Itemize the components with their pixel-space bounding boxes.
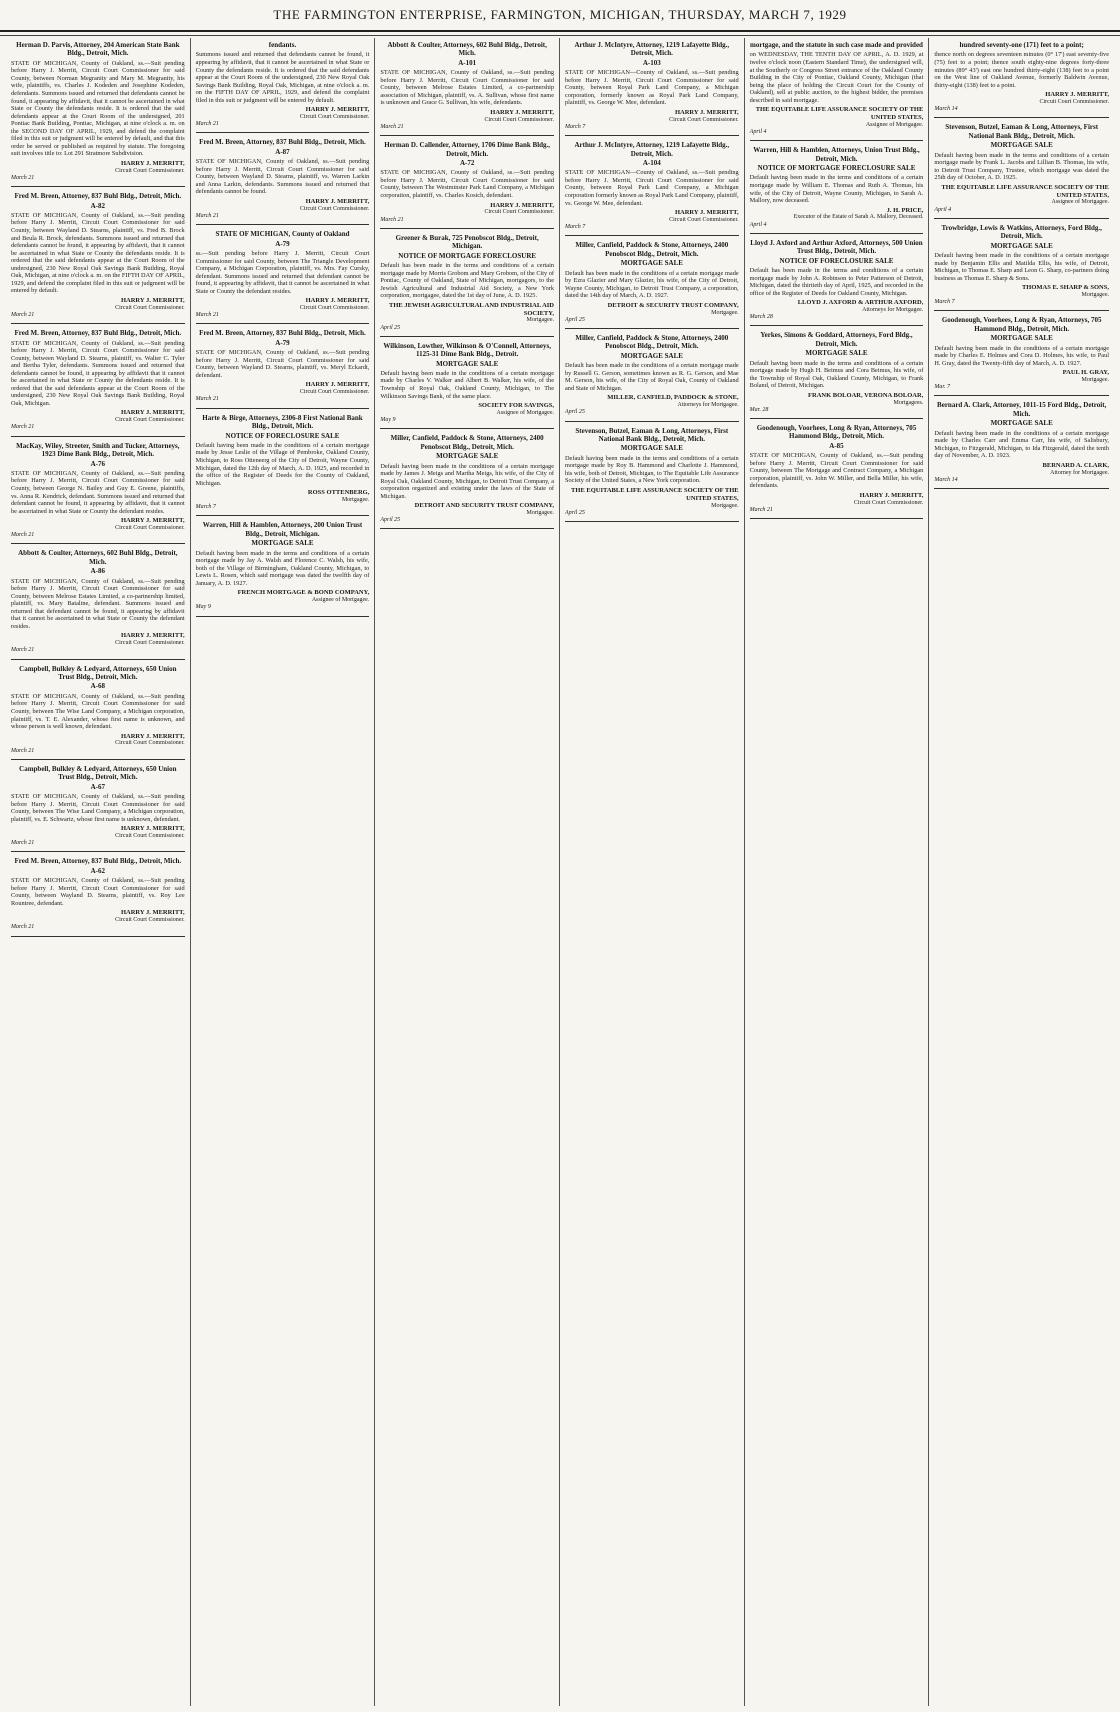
notice-signature-title: Circuit Court Commissioner. [115, 740, 185, 747]
notice-signature: DETROIT & SECURITY TRUST COMPANY, [607, 301, 739, 309]
notice-signature-title: Circuit Court Commissioner. [299, 114, 370, 121]
notice-signature-title: Circuit Court Commissioner. [115, 917, 185, 924]
notice-signature: DETROIT AND SECURITY TRUST COMPANY, [414, 502, 554, 510]
notice-date: May 9 [195, 604, 211, 611]
notice-date: April 4 [749, 129, 767, 136]
notice-signature-title: Circuit Court Commissioner. [669, 116, 739, 123]
notice-signature: HARRY J. MERRITT, [305, 381, 370, 389]
notice-header: Warren, Hill & Hamblen, Attorneys, 200 Union Trust Bldg., Detroit, Michigan. [202, 521, 363, 538]
notice-title: MORTGAGE SALE [436, 452, 499, 461]
notice-date: March 21 [11, 747, 35, 754]
column-6 [929, 38, 1114, 1706]
notice-title: MORTGAGE SALE [251, 539, 314, 548]
notice-header: MacKay, Wiley, Streeter, Smith and Tucker, Attorneys, 1923 Dime Bank Bldg., Detroit, Mich. [16, 441, 180, 459]
notice-signature-title: Mortgagees. [893, 399, 924, 406]
notice-date: March 21 [11, 647, 35, 654]
notice-header: Trowbridge, Lewis & Watkins, Attorneys, Ford Bldg., Detroit, Mich. [941, 223, 1102, 241]
notice-signature-title: Circuit Court Commissioner. [115, 417, 185, 424]
notice-date: March 21 [11, 424, 35, 431]
legal-notice [196, 135, 370, 225]
notice-title: A-103 [642, 58, 661, 67]
notice-date: March 21 [380, 123, 404, 130]
legal-notice [196, 38, 370, 133]
notice-signature-title: Executor of the Estate of Sarah A. Mallory, Deceased. [793, 214, 924, 221]
notice-body: Default has been made in the conditions of a certain mortgage made by Ezra Glazier and Mary Glazier, his wife, of the City of Detroit, Wayne County, Michigan, to Detroit Trust Company, a corporation, dated the 14th day of March, A. D. 1927. [565, 269, 739, 300]
notice-date: March 21 [749, 507, 773, 514]
notice-title: A-104 [642, 158, 661, 167]
masthead-rule [0, 35, 1120, 36]
notice-title: MORTGAGE SALE [436, 359, 499, 368]
legal-notice [11, 439, 185, 545]
notice-header: Fred M. Breen, Attorney, 837 Buhl Bldg., Detroit, Mich. [199, 138, 366, 147]
notice-date: April 25 [565, 409, 585, 416]
notice-date: April 4 [749, 221, 767, 228]
notice-date: March 7 [565, 224, 586, 231]
notice-signature: HARRY J. MERRITT, [490, 201, 554, 209]
notice-title: NOTICE OF MORTGAGE FORECLOSURE SALE [757, 164, 916, 173]
notice-date: Mar. 28 [749, 406, 769, 413]
legal-notice [750, 143, 924, 234]
notice-signature: HARRY J. MERRITT, [305, 106, 370, 114]
notice-signature-title: Circuit Court Commissioner. [853, 499, 924, 506]
notice-signature-title: Circuit Court Commissioner. [115, 167, 185, 174]
column-4 [560, 38, 745, 1706]
notice-body: Default has been made in the terms and conditions of a certain mortgage made by John A. Robinson to Peter Patterson of Detroit, Michigan, dated the thirtieth day of April, 1925, and recorded in the office of the Register of Deeds for Oakland County, Michigan. [749, 267, 924, 297]
notice-body: Default having been made in the terms and conditions of a certain mortgage made by Hugh H. Beimus and Cora Beimus, his wife, of the Township of Royal Oak, Oakland County, Michigan, to Frank Boland, of Detroit, Michigan. [749, 359, 924, 390]
notice-body: Default having been made in the conditions of a certain mortgage made by Charles E. Holmes and Cora D. Holmes, his wife, to Paul H. Gray, dated the Twenty-fifth day of March, A. D. 1927. [934, 344, 1109, 367]
notice-signature-title: Circuit Court Commissioner. [115, 640, 185, 647]
notice-body: STATE OF MICHIGAN, County of Oakland, ss.—Suit pending before Harry J. Merritt, Circuit Court Commissioner for said County, between Norman Megranity and Mary M. Megranity, his wife, plaintiffs, vs. Charles J. Kodeden and Josephine Kodeden, defendants. Summons issued and returned that defendants cannot be found, it appearing by affidavit, that it cannot be ascertained in what State or County the defendants reside. It is ordered that the said defendants appear at the Court Room of the undersigned, 201 Pontiac Bank Building, Pontiac, Michigan, at nine o'clock a. m. on the SECOND DAY OF APRIL, 1929, and defend the complaint filed in this suit or judgment will be entered by default, and that this order be served or published as required by statute. The foregoing suit involves title to: Lot 291 Stratmore Subdivision. [11, 59, 185, 158]
masthead [0, 0, 1120, 32]
notice-date: March 14 [934, 106, 958, 113]
notice-header: Abbott & Coulter, Attorneys, 602 Buhl Bldg., Detroit, Mich. [18, 549, 178, 566]
notice-title: A-86 [90, 567, 106, 576]
notice-header: Greener & Burak, 725 Penobscot Bldg., Detroit, Michigan. [395, 233, 539, 251]
legal-notice [380, 231, 554, 337]
notice-header: Campbell, Bulkley & Ledyard, Attorneys, 650 Union Trust Bldg., Detroit, Mich. [19, 764, 177, 782]
notice-title: A-72 [459, 158, 475, 167]
notice-signature: HARRY J. MERRITT, [120, 409, 185, 417]
notice-signature: THE JEWISH AGRICULTURAL AND INDUSTRIAL AID SOCIETY, [388, 301, 554, 317]
legal-notice [750, 236, 924, 327]
notice-date: April 25 [380, 324, 401, 331]
notice-date: March 21 [11, 840, 35, 847]
legal-notice [11, 662, 185, 760]
masthead-text: THE FARMINGTON ENTERPRISE, FARMINGTON, MICHIGAN, THURSDAY, MARCH 7, 1929 [273, 7, 847, 22]
notice-signature-title: Attorneys for Mortgagee. [677, 402, 739, 409]
notice-header: Campbell, Bulkley & Ledyard, Attorneys, 650 Union Trust Bldg., Detroit, Mich. [19, 664, 177, 682]
notice-body: STATE OF MICHIGAN, County of Oakland, ss.—Suit pending before Harry J. Merritt, Circuit Court Commissioner for said County, between Wayland D. Stearns, plaintiff, vs. Fred B. Brock and Beula R. Brock, defendants. Summons issued and returned that defendants cannot be found, it appearing by affidavit, that it cannot be ascertained in what State or County the defendants reside. It is ordered that the said defendants appear at the Court Room of the undersigned, 230 New Royal Oak Savings Bank Building, Royal Oak, Michigan, at nine o'clock a. m. on the FIFTH DAY OF APRIL, 1929, and defend the complaint filed in this suit or judgment will be entered by default. [11, 211, 185, 295]
notice-signature-title: Circuit Court Commissioner. [484, 209, 554, 216]
notice-signature: HARRY J. MERRITT, [120, 732, 185, 740]
legal-notice [380, 431, 554, 529]
notice-signature-title: Circuit Court Commissioner. [669, 216, 739, 223]
legal-notice [196, 518, 370, 616]
notice-signature: PAUL H. GRAY, [1062, 369, 1109, 377]
notice-date: March 21 [195, 312, 219, 319]
legal-notice [750, 328, 924, 419]
notice-signature: HARRY J. MERRITT, [120, 825, 185, 833]
column-2 [191, 38, 376, 1706]
notice-signature: HARRY J. MERRITT, [674, 209, 739, 217]
notice-title: A-87 [275, 147, 290, 156]
notice-title: NOTICE OF FORECLOSURE SALE [225, 431, 340, 440]
notice-header: Miller, Canfield, Paddock & Stone, Attorneys, 2400 Penobscot Bldg., Detroit, Mich. [390, 434, 544, 451]
notice-signature: HARRY J. MERRITT, [120, 909, 185, 917]
column-5 [745, 38, 930, 1706]
notice-signature-title: Circuit Court Commissioner. [299, 205, 370, 212]
notice-signature: HARRY J. MERRITT, [120, 517, 185, 525]
notice-signature-title: Mortgagee. [711, 502, 739, 509]
notice-body: STATE OF MICHIGAN, County of Oakland, ss.—Suit pending before Harry J. Merritt, Circuit Court Commissioner for said County, between The Wise Land Company, a Michigan corporation, plaintiff, vs. T. E. Alexander, whose first name is unknown, and whose person is well known, defendant. [11, 692, 185, 731]
notice-signature-title: Circuit Court Commissioner. [115, 524, 185, 531]
notice-body: STATE OF MICHIGAN, County of Oakland, ss.—Suit pending before Harry J. Merritt, Circuit Court Commissioner for said County, between Melrose Estates Limited, a co-partnership association of Michigan, plaintiff, vs. A. Sullivan, whose first name is unknown and Grace G. Sullivan, his wife, defendants. [380, 69, 554, 107]
legal-notice [11, 762, 185, 853]
notice-body: STATE OF MICHIGAN, County of Oakland, ss.—Suit pending before Harry J. Merritt, Circuit Court Commissioner for said County, between Wayland D. Stearns, plaintiff, vs. Meryl Eckardt, defendant. [195, 349, 370, 379]
notice-date: March 21 [380, 216, 404, 223]
notice-signature: LLOYD J. AXFORD & ARTHUR AXFORD, [797, 299, 924, 307]
notice-signature-title: Attorney for Mortgagee. [1050, 469, 1109, 476]
notice-signature-title: Mortgagee. [526, 510, 554, 517]
notice-header: fendants. [268, 41, 297, 49]
notice-body: STATE OF MICHIGAN, County of Oakland, ss.—Suit pending before Harry J. Merritt, Circuit Court Commissioner for said County, between George N. Bailey and Guy E. Greene, plaintiffs, vs. Anna R. Kendrick, defendant. Summons issued and returned that defendant cannot be found, it appearing by affidavit, that it cannot be ascertained in what State or County the defendant resides. [11, 469, 185, 515]
notice-header: Herman D. Callender, Attorney, 1706 Dime Bank Bldg., Detroit, Mich. [384, 141, 551, 158]
legal-notice [196, 411, 370, 517]
notice-body: STATE OF MICHIGAN—County of Oakland, ss.—Suit pending before Harry J. Merritt, Circuit Court Commissioner for said County, between Royal Park Land Company, a Michigan corporation formerly known as Royal Park Land Company, plaintiff, vs. George W. Mee, defendant. [565, 169, 739, 207]
notice-header: Fred M. Breen, Attorney, 837 Buhl Bldg., Detroit, Mich. [14, 329, 182, 338]
notice-title: NOTICE OF FORECLOSURE SALE [779, 256, 894, 265]
notice-signature-title: Mortgagee. [341, 496, 370, 503]
notice-header: Arthur J. McIntyre, Attorney, 1219 Lafayette Bldg., Detroit, Mich. [574, 141, 730, 158]
notice-body: STATE OF MICHIGAN, County of Oakland, ss.—Suit pending before Harry J. Merritt, Circuit Court Commissioner for said County, between Wayland D. Stearns, plaintiff, vs. Walter C. Tyler and Bertha Tyler, defendants. Summons issued and returned that defendants cannot be found, it appearing by affidavit that it cannot be ascertained in what State or County the defendants reside. It is ordered that the said defendants appear at the Court Room of the undersigned, 230 New Royal Oak Savings Bank Building, Royal Oak, Michigan. [11, 339, 185, 407]
notice-date: March 14 [934, 476, 958, 483]
notice-header: Fred M. Breen, Attorney, 837 Buhl Bldg., Detroit, Mich. [14, 192, 182, 201]
notice-body: Default having been made in the conditions of a certain mortgage made by Charles V. Walker and Albert B. Walker, his wife, of the Township of Royal Oak, Oakland County, Michigan, to The Wilkinson Savings Bank, of the same place. [380, 369, 554, 400]
notice-title: A-101 [458, 58, 477, 67]
notice-header: Arthur J. McIntyre, Attorney, 1219 Lafayette Bldg., Detroit, Mich. [574, 41, 730, 58]
legal-notice [11, 546, 185, 659]
notice-header: Fred M. Breen, Attorney, 837 Buhl Bldg., Detroit, Mich. [199, 329, 366, 338]
notice-body: Default having been made in the terms and conditions of a certain mortgage made by Roy B. Hammond and Charlotte J. Hammond, his wife, both of Detroit, Michigan, to The Equitable Life Assurance Society of the United States, a New York corporation. [565, 454, 739, 485]
notice-signature: HARRY J. MERRITT, [859, 492, 924, 500]
notice-body: Default having been made in the terms and conditions of a certain mortgage made by Jay A. Walsh and Florence C. Walsh, his wife, both of the Village of Birmingham, Oakland County, Michigan, to Lewis L. Rosen, which said mortgage was dated the twelfth day of January, A. D. 1927. [195, 549, 370, 587]
notice-signature: SOCIETY FOR SAVINGS, [478, 402, 554, 410]
notice-header: Stevenson, Butzel, Eaman & Long, Attorneys, First National Bank Bldg., Detroit, Mich. [575, 426, 729, 443]
notice-body: STATE OF MICHIGAN—County of Oakland, ss.—Suit pending before Harry J. Merritt, Circuit Court Commissioner for said County, between Royal Park Land Company, a Michigan corporation, formerly known as Royal Park Land Company, plaintiff, vs. George W. Mee, defendant. [565, 69, 739, 107]
notice-title: A-67 [90, 782, 106, 791]
notice-signature: THE EQUITABLE LIFE ASSURANCE SOCIETY OF THE UNITED STATES, [941, 183, 1109, 199]
notice-signature-title: Circuit Court Commissioner. [299, 305, 370, 312]
notice-signature: HARRY J. MERRITT, [305, 197, 370, 205]
notice-title: A-85 [829, 441, 844, 450]
notice-date: March 7 [565, 123, 586, 130]
notice-header: Herman D. Parvis, Attorney, 204 American State Bank Bldg., Detroit, Mich. [16, 41, 180, 58]
column-3 [375, 38, 560, 1706]
legal-notice [565, 331, 739, 422]
legal-notice [750, 421, 924, 519]
notice-date: March 28 [749, 314, 773, 321]
legal-notice [565, 238, 739, 329]
notice-body: ss.—Suit pending before Harry J. Merritt, Circuit Court Commissioner for said County, between The Triangle Development Company, a Michigan Corporation, plaintiff, vs. Mrs. Fay Cursky, defendant. Summons issued and returned that defendant cannot be found, it appearing by affidavit, that it cannot be ascertained in what State or County the defendant resides. [195, 250, 370, 295]
notice-body: Default having been made in the terms and conditions of a certain mortgage made by William E. Thomas and Ruth A. Thomas, his wife, of the City of Detroit, Wayne County, Michigan, to Sarah A. Mallory, now deceased. [749, 174, 924, 205]
legal-notice [11, 854, 185, 936]
notice-signature-title: Circuit Court Commissioner. [484, 116, 554, 123]
column-1 [6, 38, 191, 1706]
notice-signature: BERNARD A. CLARK, [1042, 461, 1109, 469]
notice-date: May 9 [380, 417, 396, 424]
notice-header: mortgage, and the statute in such case made and provided [750, 41, 923, 49]
legal-notice [565, 138, 739, 236]
notice-body: STATE OF MICHIGAN, County of Oakland, ss.—Suit pending before Harry J. Merritt, Circuit Court Commissioner for said County, between Melrose Estates Limited, a co-partnership limited, plaintiff, vs. Mary Bataline, defendant. Summons issued and returned that defendant cannot be found, it appearing by affidavit that it cannot be ascertained in what State or County the defendant resides. [11, 577, 185, 630]
notice-title: NOTICE OF MORTGAGE FORECLOSURE [398, 251, 537, 260]
notice-header: Wilkinson, Lowther, Wilkinson & O'Connell, Attorneys, 1125-31 Dime Bank Bldg., Detroit. [383, 341, 551, 359]
legal-notice [750, 38, 924, 141]
notice-signature: HARRY J. MERRITT, [1045, 91, 1109, 99]
notice-header: Fred M. Breen, Attorney, 837 Buhl Bldg., Detroit, Mich. [14, 857, 182, 866]
notice-body: STATE OF MICHIGAN, County of Oakland, ss.—Suit pending before Harry J. Merritt, Circuit Court Commissioner for said County, between The Westminster Park Land Company, a Michigan corporation, plaintiff, vs. Charles Kosich, defendant. [380, 169, 554, 200]
notice-signature: HARRY J. MERRITT, [490, 108, 554, 116]
notice-signature-title: Circuit Court Commissioner. [1039, 98, 1109, 105]
legal-notice [11, 189, 185, 324]
notice-date: March 21 [195, 212, 219, 219]
notice-header: Yerkes, Simons & Goddard, Attorneys, Ford Bldg., Detroit, Mich. [760, 331, 913, 348]
notice-header: Abbott & Coulter, Attorneys, 602 Buhl Bldg., Detroit, Mich. [387, 41, 547, 58]
notice-date: Mar. 7 [934, 384, 950, 391]
legal-notice [934, 398, 1109, 489]
notice-date: March 21 [195, 121, 219, 128]
notice-header: Lloyd J. Axford and Arthur Axford, Attorneys, 500 Union Trust Bldg., Detroit, Mich. [750, 238, 923, 256]
notice-date: April 25 [380, 517, 401, 524]
notice-body: STATE OF MICHIGAN, County of Oakland, ss.—Suit pending before Harry J. Merritt, Circuit Court Commissioner for said County, between Wayland D. Stearns, plaintiff, vs. Roy Lee Rountree, defendant. [11, 877, 185, 907]
notice-signature-title: Assignee of Mortgagee. [1051, 199, 1109, 206]
notice-date: April 25 [565, 509, 585, 516]
legal-notices-columns [6, 38, 1114, 1706]
notice-date: March 21 [11, 174, 35, 181]
notice-date: April 4 [934, 206, 952, 213]
notice-title: A-82 [90, 201, 106, 210]
notice-date: April 25 [565, 316, 585, 323]
notice-header: Stevenson, Butzel, Eaman & Long, Attorneys, First National Bank Bldg., Detroit, Mich. [945, 123, 1099, 140]
notice-body: Default having been made in the conditions of a certain mortgage made by Jesse Leslie of the Village of Pembroke, Oakland County, Michigan, to Ross Otteneerg of the City of Detroit, Wayne County, Michigan, dated the 12th day of March, A. D. 1925, and recorded in the office of the Register of Deeds for the County of Oakland, Michigan. [195, 441, 370, 487]
notice-signature: THE EQUITABLE LIFE ASSURANCE SOCIETY OF THE UNITED STATES, [571, 486, 739, 502]
legal-notice [380, 339, 554, 430]
legal-notice [11, 38, 185, 187]
notice-header: STATE OF MICHIGAN, County of Oakland [215, 230, 350, 239]
notice-signature: THOMAS E. SHARP & SONS, [1021, 284, 1109, 292]
notice-signature-title: Assignee of Mortgagee. [865, 121, 924, 128]
legal-notice [380, 138, 554, 229]
notice-title: MORTGAGE SALE [990, 141, 1053, 150]
notice-header: hundred seventy-one (171) feet to a point; [959, 41, 1084, 49]
notice-body: Default having been made in the terms and conditions of a certain mortgage made by Frank L. Jacobs and Lillian B. Thomas, his wife, to Detroit Trust Company, Trustee, which mortgage was dated the 25th day of October, A. D. 1925. [934, 151, 1109, 182]
notice-title: MORTGAGE SALE [620, 351, 683, 360]
notice-signature: FRANK BOLOAR, VERONA BOLOAR, [808, 391, 924, 399]
notice-body: on WEDNESDAY, THE TENTH DAY OF APRIL, A. D. 1929, at twelve o'clock noon (Eastern Standard Time), the undersigned will, at the Southerly or Congress Street entrance of the Oakland County Building in the City of Pontiac, Oakland County, Michigan (that being the place of holding the Circuit Court for the County of Oakland), sell at public auction, to the highest bidder, the premises described in said mortgage. [749, 51, 924, 104]
notice-title: A-76 [90, 459, 106, 468]
notice-header: Harte & Birge, Attorneys, 2306-8 First National Bank Bldg., Detroit, Mich. [202, 413, 363, 431]
notice-signature-title: Assignee of Mortgagee. [311, 597, 370, 604]
notice-date: March 7 [195, 504, 216, 511]
notice-date: March 21 [11, 311, 35, 318]
legal-notice [934, 38, 1109, 118]
notice-title: MORTGAGE SALE [620, 259, 683, 268]
notice-body: Default having been made in the conditions of a certain mortgage made by Benjamin Ellis and Matilda Ellis, his wife, of Detroit, Michigan, to Thomas E. Sharp and Leon G. Sharp, co-partners doing business as Thomas E. Sharp & Sons. [934, 251, 1109, 282]
legal-notice [565, 424, 739, 522]
legal-notice [196, 227, 370, 324]
notice-signature: HARRY J. MERRITT, [120, 296, 185, 304]
notice-body: STATE OF MICHIGAN, County of Oakland, ss.—Suit pending before Harry J. Merritt, Circuit Court Commissioner for said County, between The Wise Land Company, a Michigan corporation, plaintiff, vs. E. Schwartz, whose first name is unknown, defendant. [11, 793, 185, 823]
notice-date: March 21 [11, 924, 35, 931]
notice-title: A-68 [90, 682, 106, 691]
notice-title: MORTGAGE SALE [620, 444, 683, 453]
notice-date: March 21 [11, 532, 35, 539]
legal-notice [11, 326, 185, 437]
notice-title: MORTGAGE SALE [990, 419, 1053, 428]
notice-signature: HARRY J. MERRITT, [305, 297, 370, 305]
notice-title: MORTGAGE SALE [990, 334, 1053, 343]
notice-signature: MILLER, CANFIELD, PADDOCK & STONE, [607, 394, 739, 402]
notice-body: thence north on degrees seventeen minutes (0° 17') east seventy-five (75) feet to a point; thence south eighty-nine degrees forty-three minutes (89° 43') east one hundred thirty-eight (138) feet to a point on the West line of Oakland Avenue, formerly Baldwin Avenue, thirty-eight (138) feet to a point. [934, 51, 1109, 89]
notice-signature: HARRY J. MERRITT, [120, 632, 185, 640]
notice-signature-title: Mortgagee. [526, 317, 554, 324]
notice-signature: FRENCH MORTGAGE & BOND COMPANY, [237, 589, 370, 597]
notice-signature-title: Circuit Court Commissioner. [115, 304, 185, 311]
notice-signature: HARRY J. MERRITT, [674, 108, 739, 116]
legal-notice [380, 38, 554, 136]
notice-body: Default has been made in the terms and conditions of a certain mortgage made by Morris Grobom and Mary Grobom, of the City of Pontiac, County of Oakland, State of Michigan, mortgagors, to the Jewish Agricultural and Industrial Aid Society, a New York corporation, mortgagee, dated the 1st day of June, A. D. 1925. [380, 261, 554, 300]
notice-date: March 7 [934, 299, 955, 306]
notice-header: Warren, Hill & Hamblen, Attorneys, Union Trust Bldg., Detroit, Mich. [753, 146, 920, 163]
notice-title: A-79 [275, 338, 290, 347]
notice-signature-title: Mortgagee. [1081, 377, 1109, 384]
legal-notice [196, 326, 370, 408]
notice-header: Bernard A. Clark, Attorney, 1011-15 Ford Bldg., Detroit, Mich. [937, 401, 1107, 418]
notice-header: Miller, Canfield, Paddock & Stone, Attorneys, 2400 Penobscot Bldg., Detroit, Mich. [575, 333, 729, 351]
notice-title: MORTGAGE SALE [805, 349, 868, 358]
notice-body: Default having been made in the conditions of a certain mortgage made by Charles Carr and Emma Carr, his wife, of Salisbury, Michigan, to Fitzgerald, Michigan, to Ida Fitzgerald, dated the tenth day of November, A. D. 1923. [934, 429, 1109, 460]
notice-signature-title: Assignee of Mortgagee. [496, 409, 554, 416]
notice-body: Default has been made in the conditions of a certain mortgage made by Russell G. Gerson, sometimes known as R. G. Gerson, and Mae M. Gerson, his wife, of the City of Royal Oak, County of Oakland and State of Michigan. [565, 362, 739, 392]
legal-notice [934, 221, 1109, 312]
legal-notice [934, 120, 1109, 218]
notice-body: STATE OF MICHIGAN, County of Oakland, ss.—Suit pending before Harry J. Merritt, Circuit Court Commissioner for said County, between The Mortgage and Contract Company, a Michigan corporation, plaintiff, vs. John W. Miller, and Bella Miller, his wife, defendants. [749, 452, 924, 490]
notice-header: Miller, Canfield, Paddock & Stone, Attorneys, 2400 Penobscot Bldg., Detroit, Mich. [575, 241, 729, 258]
notice-title: MORTGAGE SALE [990, 241, 1053, 250]
notice-signature: HARRY J. MERRITT, [120, 159, 185, 167]
notice-signature-title: Attorneys for Mortgagee. [862, 307, 924, 314]
notice-header: Goodenough, Voorhees, Long & Ryan, Attorneys, 705 Hammond Bldg., Detroit, Mich. [756, 424, 917, 441]
notice-signature: THE EQUITABLE LIFE ASSURANCE SOCIETY OF THE UNITED STATES, [755, 106, 924, 122]
notice-title: A-79 [275, 239, 290, 248]
notice-signature: J. H. PRICE, [886, 206, 924, 214]
notice-signature-title: Mortgagee. [711, 309, 739, 316]
notice-signature-title: Mortgagee. [1081, 291, 1109, 298]
notice-signature: ROSS OTTENBERG, [307, 489, 370, 497]
notice-body: Default having been made in the conditions of a certain mortgage made by James J. Meigs and Martha Meigs, his wife, of the City of Royal Oak, Oakland County, Michigan, to Detroit Trust Company, a corporation organized and existing under the laws of the State of Michigan. [380, 462, 554, 500]
notice-date: March 21 [195, 396, 219, 403]
notice-header: Goodenough, Voorhees, Long & Ryan, Attorneys, 705 Hammond Bldg., Detroit, Mich. [941, 316, 1102, 333]
notice-body: Summons issued and returned that defendants cannot be found, it appearing by affidavit, that it cannot be ascertained in what State or County the defendants reside. It is ordered that the said defendants appear at the Court Room of the undersigned, 230 New Royal Oak Savings Bank Building, Royal Oak, Michigan, at nine o'clock a. m. on the FIFTH DAY OF APRIL, 1929, and defend the complaint filed in this suit or judgment will be entered by default. [195, 51, 370, 104]
notice-signature-title: Circuit Court Commissioner. [299, 389, 370, 396]
legal-notice [565, 38, 739, 136]
notice-signature-title: Circuit Court Commissioner. [115, 833, 185, 839]
notice-body: STATE OF MICHIGAN, County of Oakland, ss.—Suit pending before Harry J. Merritt, Circuit Court Commissioner for said County, between Wayland D. Stearns, plaintiff, vs. Warren Larkin and Anna Larkin, defendants. Summons issued and returned that defendants cannot be found. [195, 158, 370, 196]
legal-notice [934, 313, 1109, 396]
notice-title: A-62 [90, 866, 106, 875]
